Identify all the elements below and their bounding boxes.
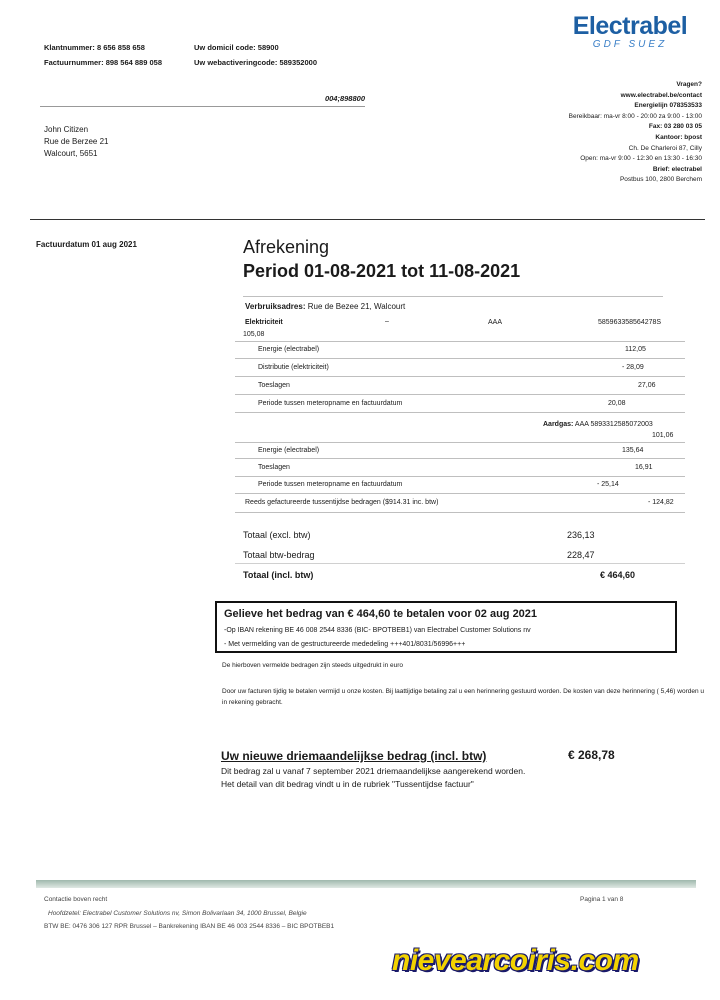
watermark: nievearcoiris.com bbox=[392, 944, 639, 977]
detail-value: 135,64 bbox=[622, 447, 644, 454]
invoice-title: Afrekening bbox=[243, 237, 330, 257]
electricity-aaa: AAA bbox=[488, 319, 503, 326]
total-incl-label: Totaal (incl. btw) bbox=[243, 570, 314, 580]
gas-row bbox=[543, 421, 653, 428]
klantnummer-value: 8 656 858 658 bbox=[96, 43, 145, 52]
contact-line: Open: ma-vr 9:00 - 12:30 en 13:30 - 16:30 bbox=[580, 155, 702, 163]
detail-label: Toeslagen bbox=[258, 382, 290, 389]
contact-block bbox=[442, 80, 702, 186]
divider bbox=[235, 394, 685, 395]
factuurnummer-label: Factuurnummer: bbox=[44, 58, 104, 67]
total-vat-label: Totaal btw-bedrag bbox=[243, 550, 315, 560]
customer-ids bbox=[44, 40, 364, 70]
divider bbox=[235, 493, 685, 494]
document-code: 004;898800 bbox=[40, 94, 365, 107]
detail-label: Periode tussen meteropname en factuurdatum bbox=[258, 400, 403, 407]
contact-line: Brief: electrabel bbox=[652, 165, 702, 173]
invoice-date: Factuurdatum 01 aug 2021 bbox=[36, 240, 137, 249]
divider bbox=[235, 341, 685, 342]
divider bbox=[243, 296, 663, 297]
late-payment-note: Door uw facturen tijdig te betalen vermijd u onze kosten. Bij laattijdige betaling zal u een herinnering gestuurd worden. De kosten van deze herinnering ( 5,46) worden u in rekening gebracht. bbox=[222, 688, 705, 706]
logo-sub: GDF SUEZ bbox=[592, 39, 668, 50]
page-number: Pagina 1 van 8 bbox=[580, 896, 624, 903]
domicil-label: Uw domicil code: bbox=[194, 43, 256, 52]
detail-value: - 28,09 bbox=[622, 364, 644, 371]
contact-line: Postbus 100, 2800 Berchem bbox=[619, 176, 702, 184]
electrabel-logo bbox=[565, 12, 695, 50]
detail-value: 112,05 bbox=[625, 346, 646, 353]
contact-line: www.electrabel.be/contact bbox=[620, 91, 702, 99]
total-excl-label: Totaal (excl. btw) bbox=[243, 530, 311, 540]
contact-line: Bereikbaar: ma-vr 8:00 - 20:00 za 9:00 - 13:00 bbox=[568, 112, 702, 120]
logo-name: Electrabel bbox=[572, 12, 688, 40]
recipient-city: Walcourt, 5651 bbox=[44, 149, 98, 158]
payment-iban: -Op IBAN rekening BE 46 008 2544 8336 (BIC- BPOTBEB1) van Electrabel Customer Solutions nv bbox=[224, 627, 531, 634]
contact-line: Ch. De Charleroi 87, Cilly bbox=[628, 144, 702, 152]
contact-line: Kantoor: bpost bbox=[655, 133, 702, 141]
detail-label: Energie (electrabel) bbox=[258, 346, 320, 353]
quarterly-amount: € 268,78 bbox=[568, 748, 615, 762]
gas-code: AAA 5893312585072003 bbox=[574, 421, 653, 428]
payment-reference: - Met vermelding van de gestructureerde mededeling +++401/8031/56996+++ bbox=[224, 641, 466, 648]
electricity-total: 105,08 bbox=[243, 331, 265, 338]
total-vat-value: 228,47 bbox=[567, 550, 595, 560]
gas-total: 101,06 bbox=[652, 432, 674, 439]
domicil-value: 58900 bbox=[257, 43, 279, 52]
recipient-address bbox=[44, 124, 109, 160]
divider bbox=[235, 458, 685, 459]
total-excl-value: 236,13 bbox=[567, 530, 595, 540]
divider bbox=[235, 512, 685, 513]
divider bbox=[235, 476, 685, 477]
webactivering-value: 589352000 bbox=[279, 58, 317, 67]
domicil-row bbox=[194, 40, 279, 55]
total-incl-value: € 464,60 bbox=[600, 570, 636, 580]
gas-label: Aardgas: bbox=[543, 421, 574, 428]
electricity-dash: – bbox=[385, 318, 389, 325]
electricity-label: Elektriciteit bbox=[245, 319, 283, 326]
divider bbox=[235, 442, 685, 443]
quarterly-line2: Het detail van dit bedrag vindt u in de rubriek "Tussentijdse factuur" bbox=[221, 779, 474, 789]
detail-value: - 25,14 bbox=[597, 481, 619, 488]
quarterly-line1: Dit bedrag zal u vanaf 7 september 2021 driemaandelijkse aangerekend worden. bbox=[221, 766, 526, 776]
footer-line1: Contactie boven recht bbox=[44, 896, 108, 903]
factuurnummer-value: 898 564 889 058 bbox=[105, 58, 162, 67]
quarterly-title: Uw nieuwe driemaandelijkse bedrag (incl. btw) bbox=[221, 749, 487, 763]
divider bbox=[235, 412, 685, 413]
footer-headquarters: Hoofdzetel: Electrabel Customer Solutions nv, Simon Bolivarlaan 34, 1000 Brussel, Belgie bbox=[48, 910, 307, 917]
consumption-address-value: Rue de Bezee 21, Walcourt bbox=[307, 302, 406, 311]
detail-value: 27,06 bbox=[638, 382, 656, 389]
contact-line: Fax: 03 280 03 05 bbox=[648, 123, 702, 131]
divider bbox=[235, 376, 685, 377]
already-invoiced-label: Reeds gefactureerde tussentijdse bedragen ($914.31 inc. btw) bbox=[245, 499, 439, 506]
klantnummer-label: Klantnummer: bbox=[44, 43, 95, 52]
already-invoiced-value: - 124,82 bbox=[648, 499, 674, 506]
header-divider bbox=[30, 219, 705, 220]
webactivering-row bbox=[194, 55, 317, 70]
webactivering-label: Uw webactiveringcode: bbox=[194, 58, 278, 67]
klantnummer-row bbox=[44, 40, 194, 55]
factuurnummer-row bbox=[44, 55, 194, 70]
detail-label: Toeslagen bbox=[258, 464, 290, 471]
electricity-ean: 585963358564278S bbox=[598, 319, 662, 326]
detail-label: Energie (electrabel) bbox=[258, 447, 320, 454]
footer-bar bbox=[36, 880, 696, 888]
currency-note: De hierboven vermelde bedragen zijn steeds uitgedrukt in euro bbox=[222, 662, 404, 669]
recipient-street: Rue de Berzee 21 bbox=[44, 137, 109, 146]
detail-value: 16,91 bbox=[635, 464, 653, 471]
detail-label: Periode tussen meteropname en factuurdatum bbox=[258, 481, 403, 488]
divider bbox=[235, 358, 685, 359]
payment-title: Gelieve het bedrag van € 464,60 te betalen voor 02 aug 2021 bbox=[224, 608, 538, 620]
consumption-address bbox=[245, 302, 405, 311]
contact-line: Vragen? bbox=[676, 81, 702, 88]
footer-bank: BTW BE: 0476 306 127 RPR Brussel – Bankrekening IBAN BE 46 003 2544 8336 – BIC BPOTBEB1 bbox=[44, 923, 335, 930]
contact-line: Energielijn 078353533 bbox=[634, 102, 702, 110]
detail-label: Distributie (elektriciteit) bbox=[258, 364, 329, 371]
detail-value: 20,08 bbox=[608, 400, 626, 407]
consumption-address-label: Verbruiksadres: bbox=[245, 302, 306, 311]
divider bbox=[235, 563, 685, 564]
recipient-name: John Citizen bbox=[44, 125, 89, 134]
invoice-period: Period 01-08-2021 tot 11-08-2021 bbox=[243, 261, 521, 281]
